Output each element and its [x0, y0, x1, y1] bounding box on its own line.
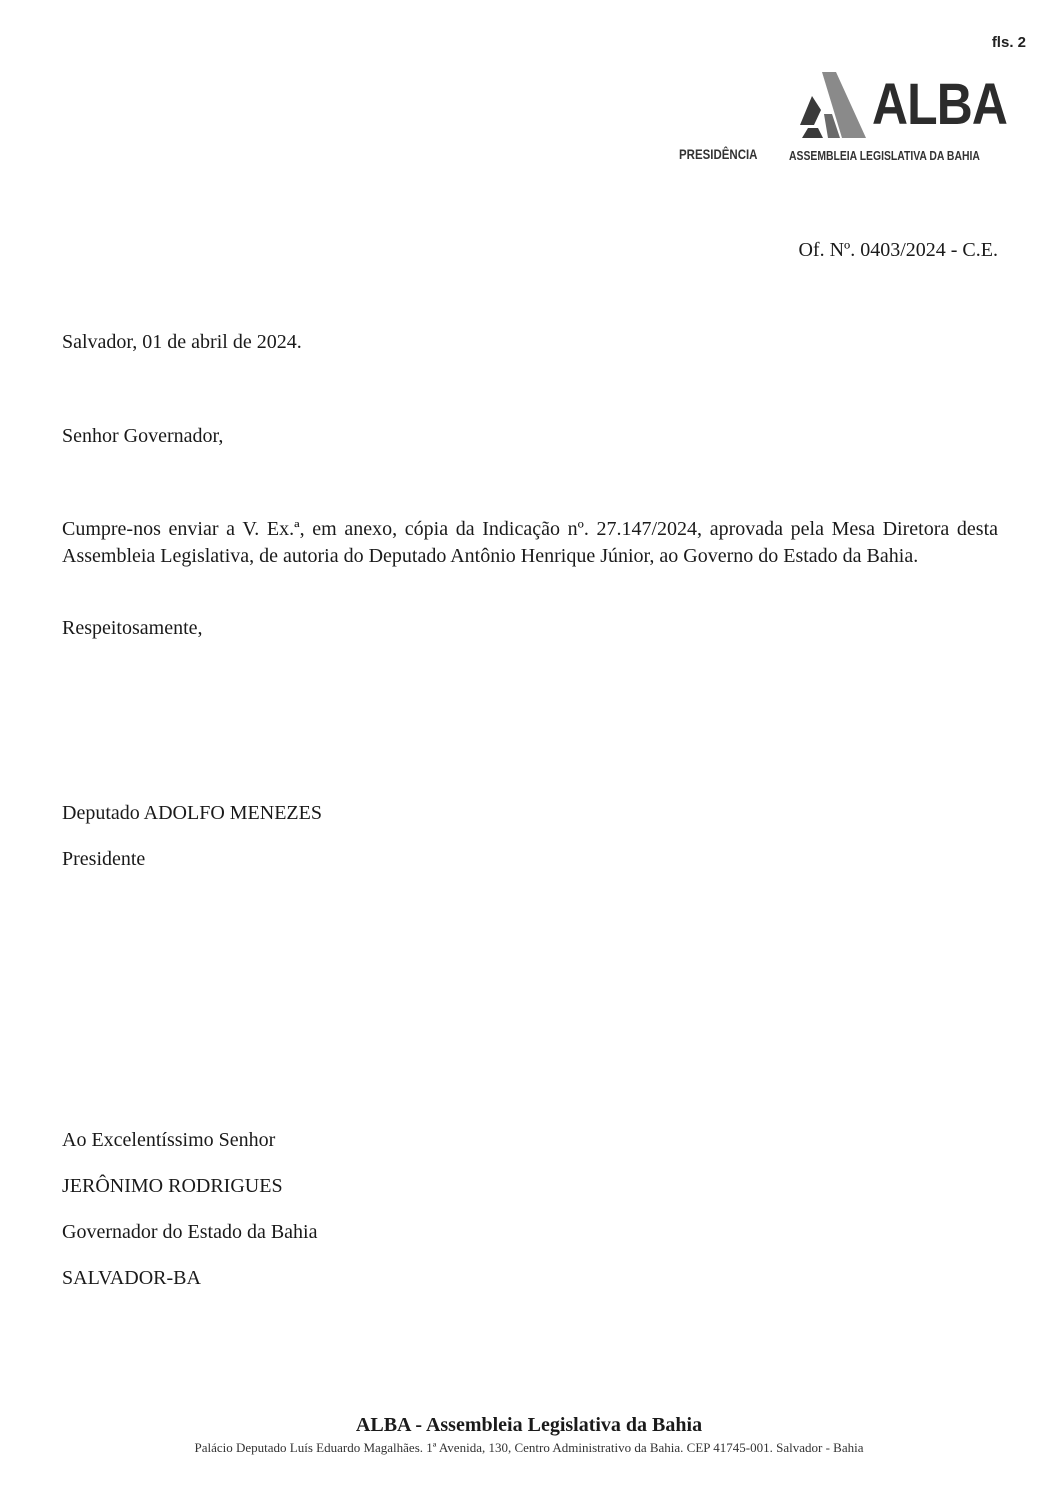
- recipient-line1: Ao Excelentíssimo Senhor: [62, 1129, 276, 1151]
- office-number: Of. Nº. 0403/2024 - C.E.: [798, 239, 998, 261]
- footer-title: ALBA - Assembleia Legislativa da Bahia: [355, 1414, 703, 1436]
- signatory-title: Presidente: [62, 848, 146, 870]
- assembly-subtitle: ASSEMBLEIA LEGISLATIVA DA BAHIA: [789, 148, 980, 163]
- date-line: Salvador, 01 de abril de 2024.: [62, 331, 302, 353]
- salutation: Senhor Governador,: [62, 425, 224, 447]
- page-marker: fls. 2: [991, 34, 1026, 51]
- closing: Respeitosamente,: [62, 617, 203, 639]
- recipient-position: Governador do Estado da Bahia: [62, 1221, 318, 1243]
- letterhead: [676, 66, 1006, 176]
- logo-wordmark: ALBA: [872, 72, 1008, 137]
- body-paragraph: Cumpre-nos enviar a V. Ex.ª, em anexo, cópia da Indicação nº. 27.147/2024, aprovada pela Mesa Diretora desta Assembleia Legislativa, de autoria do Deputado Antônio Henrique Júnior, ao Governo do Estado da Bahia.: [62, 518, 998, 567]
- signatory-name: Deputado ADOLFO MENEZES: [62, 802, 322, 824]
- footer-address: Palácio Deputado Luís Eduardo Magalhães. 1ª Avenida, 130, Centro Administrativo da Bahia. CEP 41745-001. Salvador - Bahia: [194, 1440, 864, 1455]
- presidencia-label: PRESIDÊNCIA: [679, 146, 758, 162]
- recipient-location: SALVADOR-BA: [62, 1267, 201, 1289]
- alba-logo-icon: [788, 70, 868, 140]
- recipient-name: JERÔNIMO RODRIGUES: [62, 1175, 283, 1197]
